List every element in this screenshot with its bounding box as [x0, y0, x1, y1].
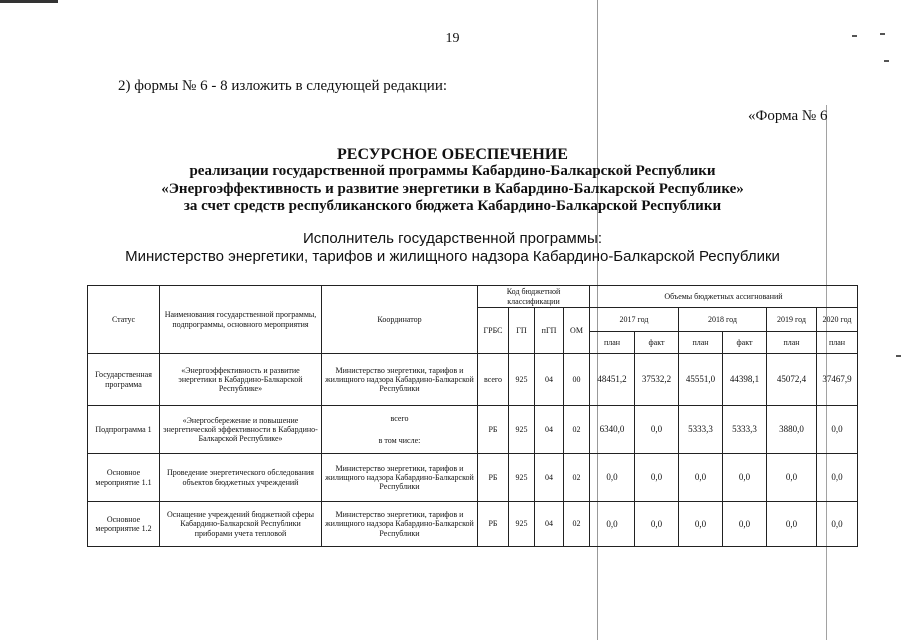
header-2017: 2017 год — [590, 308, 679, 332]
row-plan-2017: 6340,0 — [590, 406, 635, 454]
row-pgp: 04 — [535, 502, 564, 547]
row-gp: 925 — [509, 454, 535, 502]
resource-table — [87, 285, 858, 547]
row-om: 00 — [564, 354, 590, 406]
row-fact-2018: 0,0 — [723, 502, 767, 547]
row-grbs: РБ — [478, 502, 509, 547]
scan-mark — [0, 0, 58, 3]
table-row — [88, 454, 858, 502]
header-2018: 2018 год — [679, 308, 767, 332]
row-coordinator — [322, 406, 478, 454]
row-status: Основное мероприятие 1.1 — [88, 454, 160, 502]
row-coordinator: Министерство энергетики, тарифов и жилищного надзора Кабардино-Балкарской Республики — [322, 502, 478, 547]
row-plan-2017: 0,0 — [590, 454, 635, 502]
row-fact-2018: 44398,1 — [723, 354, 767, 406]
title-line-4: за счет средств республиканского бюджета Кабардино-Балкарской Республики — [183, 198, 722, 214]
scan-dot — [896, 355, 901, 357]
header-pgp: пГП — [535, 308, 564, 354]
row-coordinator-total: всего — [390, 414, 409, 424]
row-plan-2020: 0,0 — [817, 406, 858, 454]
document-title: РЕСУРСНОЕ ОБЕСПЕЧЕНИЕ — [337, 146, 568, 163]
row-grbs: всего — [478, 354, 509, 406]
row-pgp: 04 — [535, 454, 564, 502]
row-plan-2017: 48451,2 — [590, 354, 635, 406]
header-fact-2017: факт — [635, 332, 679, 354]
row-pgp: 04 — [535, 406, 564, 454]
header-budget-code: Код бюджетной классификации — [478, 286, 590, 308]
header-plan-2019: план — [767, 332, 817, 354]
table-row — [88, 502, 858, 547]
row-plan-2020: 37467,9 — [817, 354, 858, 406]
row-name: Оснащение учреждений бюджетной сферы Кабардино-Балкарской Республики приборами учета тепловой — [160, 502, 322, 547]
row-fact-2017: 37532,2 — [635, 354, 679, 406]
row-plan-2018: 45551,0 — [679, 354, 723, 406]
row-om: 02 — [564, 454, 590, 502]
form-label: «Форма № 6 — [748, 108, 828, 124]
executor-label: Исполнитель государственной программы: — [302, 230, 603, 247]
row-fact-2017: 0,0 — [635, 502, 679, 547]
row-name: «Энергосбережение и повышение энергетической эффективности в Кабардино-Балкарской Республике» — [160, 406, 322, 454]
row-plan-2020: 0,0 — [817, 454, 858, 502]
row-om: 02 — [564, 502, 590, 547]
page-number: 19 — [445, 31, 460, 46]
executor-name: Министерство энергетики, тарифов и жилищного надзора Кабардино-Балкарской Республики — [125, 248, 780, 265]
row-coordinator-including: в том числе: — [378, 435, 421, 445]
row-grbs: РБ — [478, 454, 509, 502]
row-plan-2019: 3880,0 — [767, 406, 817, 454]
header-2020: 2020 год — [817, 308, 858, 332]
row-coordinator: Министерство энергетики, тарифов и жилищного надзора Кабардино-Балкарской Республики — [322, 454, 478, 502]
row-om: 02 — [564, 406, 590, 454]
scan-dot — [884, 60, 889, 62]
header-coordinator: Координатор — [322, 286, 478, 354]
row-name: «Энергоэффективность и развитие энергетики в Кабардино-Балкарской Республике» — [160, 354, 322, 406]
intro-text: 2) формы № 6 - 8 изложить в следующей редакции: — [118, 78, 448, 94]
header-plan-2017: план — [590, 332, 635, 354]
header-gp: ГП — [509, 308, 535, 354]
row-name: Проведение энергетического обследования объектов бюджетных учреждений — [160, 454, 322, 502]
row-plan-2020: 0,0 — [817, 502, 858, 547]
row-status: Государственная программа — [88, 354, 160, 406]
row-plan-2018: 0,0 — [679, 502, 723, 547]
header-grbs: ГРБС — [478, 308, 509, 354]
row-coordinator: Министерство энергетики, тарифов и жилищного надзора Кабардино-Балкарской Республики — [322, 354, 478, 406]
row-plan-2019: 0,0 — [767, 502, 817, 547]
row-plan-2018: 0,0 — [679, 454, 723, 502]
header-2019: 2019 год — [767, 308, 817, 332]
title-line-3: «Энергоэффективность и развитие энергетики в Кабардино-Балкарской Республике» — [161, 181, 744, 197]
header-volumes: Объемы бюджетных ассигнований — [590, 286, 858, 308]
header-status: Статус — [88, 286, 160, 354]
row-fact-2017: 0,0 — [635, 454, 679, 502]
row-fact-2017: 0,0 — [635, 406, 679, 454]
header-fact-2018: факт — [723, 332, 767, 354]
row-fact-2018: 5333,3 — [723, 406, 767, 454]
table-row — [88, 354, 858, 406]
row-plan-2019: 0,0 — [767, 454, 817, 502]
row-plan-2019: 45072,4 — [767, 354, 817, 406]
row-status: Основное мероприятие 1.2 — [88, 502, 160, 547]
row-grbs: РБ — [478, 406, 509, 454]
row-plan-2018: 5333,3 — [679, 406, 723, 454]
row-pgp: 04 — [535, 354, 564, 406]
header-name: Наименования государственной программы, подпрограммы, основного мероприятия — [160, 286, 322, 354]
table-row — [88, 406, 858, 454]
row-gp: 925 — [509, 354, 535, 406]
row-fact-2018: 0,0 — [723, 454, 767, 502]
row-gp: 925 — [509, 406, 535, 454]
header-om: ОМ — [564, 308, 590, 354]
row-status: Подпрограмма 1 — [88, 406, 160, 454]
header-plan-2020: план — [817, 332, 858, 354]
title-line-2: реализации государственной программы Кабардино-Балкарской Республики — [189, 163, 716, 179]
row-gp: 925 — [509, 502, 535, 547]
row-plan-2017: 0,0 — [590, 502, 635, 547]
header-plan-2018: план — [679, 332, 723, 354]
